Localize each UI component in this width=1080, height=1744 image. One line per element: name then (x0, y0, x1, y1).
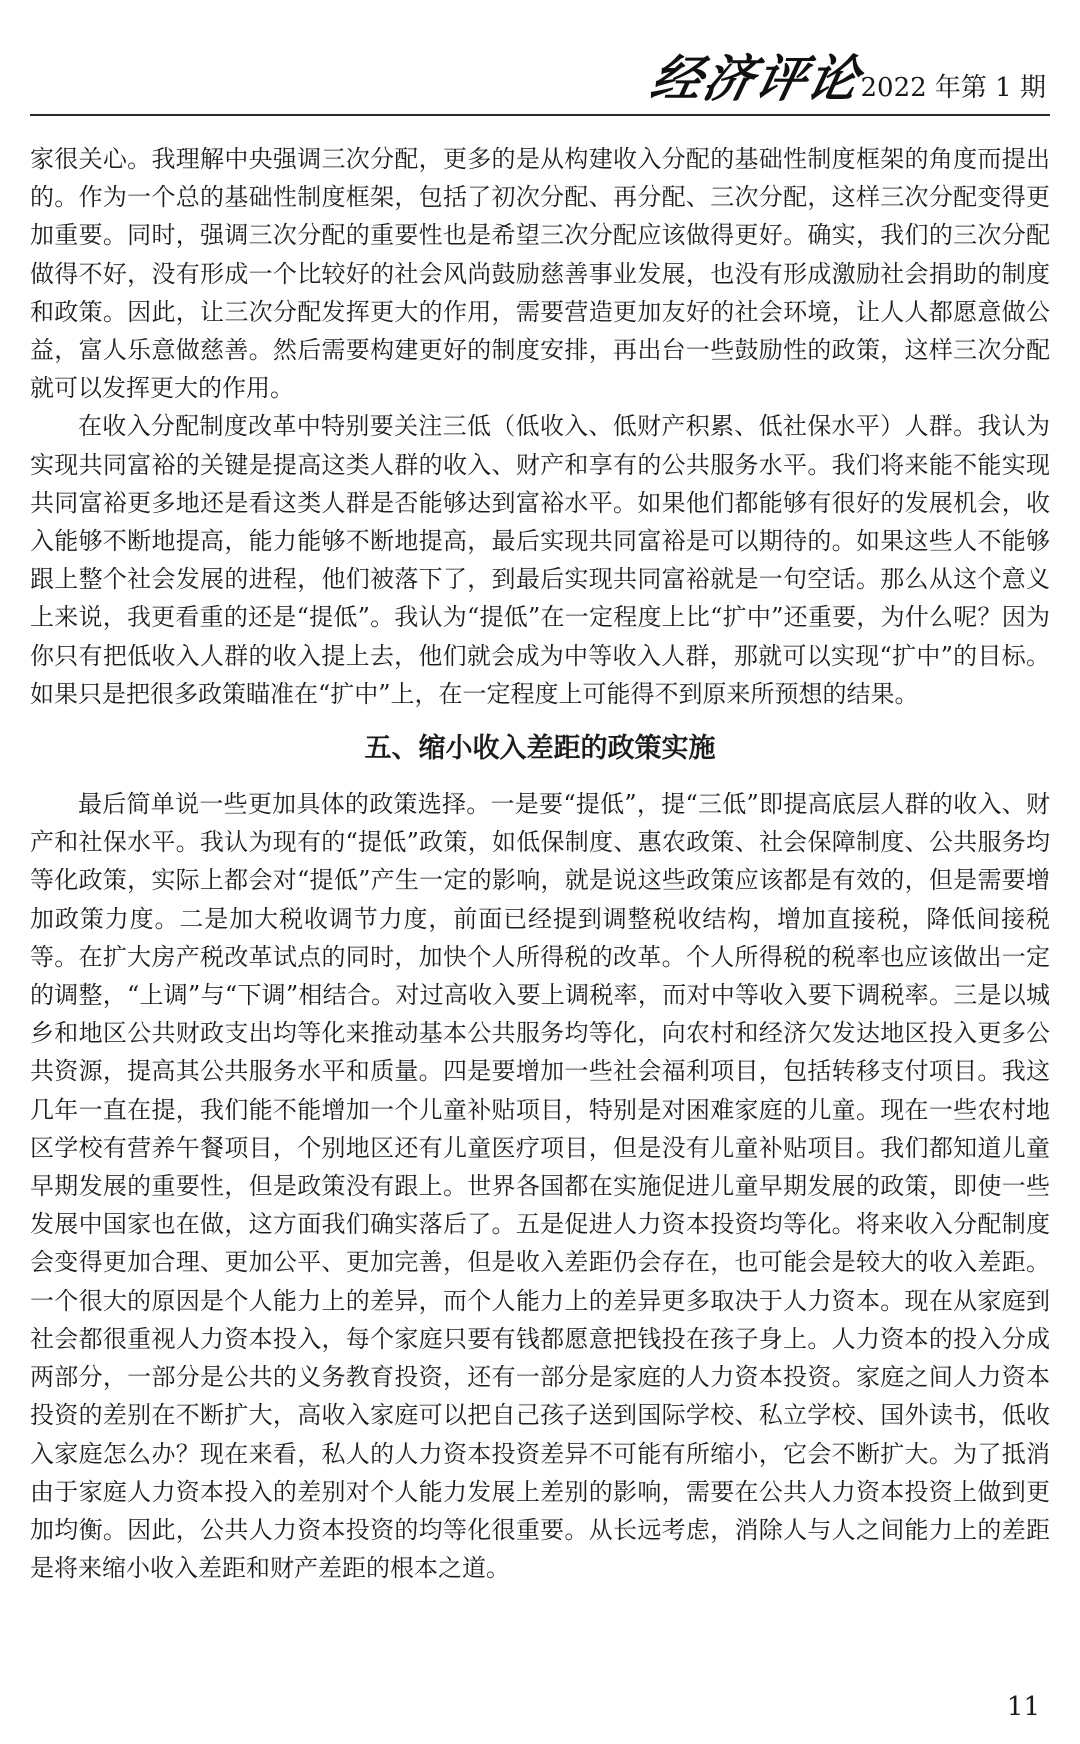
body-paragraph-1: 家很关心。我理解中央强调三次分配，更多的是从构建收入分配的基础性制度框架的角度而提出的。作为一个总的基础性制度框架，包括了初次分配、再分配、三次分配，这样三次分配变得更加重要。同时，强调三次分配的重要性也是希望三次分配应该做得更好。确实，我们的三次分配做得不好，没有形成一个比较好的社会风尚鼓励慈善事业发展，也没有形成激励社会捐助的制度和政策。因此，让三次分配发挥更大的作用，需要营造更加友好的社会环境，让人人都愿意做公益，富人乐意做慈善。然后需要构建更好的制度安排，再出台一些鼓励性的政策，这样三次分配就可以发挥更大的作用。 (30, 145, 1050, 403)
running-header (30, 44, 1050, 116)
article-body (30, 140, 1050, 1587)
journal-logo: 经济评论 (645, 49, 867, 108)
body-paragraph-3: 最后简单说一些更加具体的政策选择。一是要“提低”，提“三低”即提高底层人群的收入、财产和社保水平。我认为现有的“提低”政策，如低保制度、惠农政策、社会保障制度、公共服务均等化政策，实际上都会对“提低”产生一定的影响，就是说这些政策应该都是有效的，但是需要增加政策力度。二是加大税收调节力度，前面已经提到调整税收结构，增加直接税，降低间接税等。在扩大房产税改革试点的同时，加快个人所得税的改革。个人所得税的税率也应该做出一定的调整，“上调”与“下调”相结合。对过高收入要上调税率，而对中等收入要下调税率。三是以城乡和地区公共财政支出均等化来推动基本公共服务均等化，向农村和经济欠发达地区投入更多公共资源，提高其公共服务水平和质量。四是要增加一些社会福利项目，包括转移支付项目。我这几年一直在提，我们能不能增加一个儿童补贴项目，特别是对困难家庭的儿童。现在一些农村地区学校有营养午餐项目，个别地区还有儿童医疗项目，但是没有儿童补贴项目。我们都知道儿童早期发展的重要性，但是政策没有跟上。世界各国都在实施促进儿童早期发展的政策，即使一些发展中国家也在做，这方面我们确实落后了。五是促进人力资本投资均等化。将来收入分配制度会变得更加合理、更加公平、更加完善，但是收入差距仍会存在，也可能会是较大的收入差距。一个很大的原因是个人能力上的差异，而个人能力上的差异更多取决于人力资本。现在从家庭到社会都很重视人力资本投入，每个家庭只要有钱都愿意把钱投在孩子身上。人力资本的投入分成两部分，一部分是公共的义务教育投资，还有一部分是家庭的人力资本投资。家庭之间人力资本投资的差别在不断扩大，高收入家庭可以把自己孩子送到国际学校、私立学校、国外读书，低收入家庭怎么办？现在来看，私人的人力资本投资差异不可能有所缩小，它会不断扩大。为了抵消由于家庭人力资本投入的差别对个人能力发展上差别的影响，需要在公共人力资本投资上做到更加均衡。因此，公共人力资本投资的均等化很重要。从长远考虑，消除人与人之间能力上的差距是将来缩小收入差距和财产差距的根本之道。 (30, 790, 1050, 1583)
issue-label: 2022 年第 1 期 (860, 73, 1046, 103)
page-number: 11 (1006, 1692, 1040, 1722)
section-heading: 五、缩小收入差距的政策实施 (364, 733, 716, 765)
body-paragraph-2: 在收入分配制度改革中特别要关注三低（低收入、低财产积累、低社保水平）人群。我认为实现共同富裕的关键是提高这类人群的收入、财产和享有的公共服务水平。我们将来能不能实现共同富裕更多地还是看这类人群是否能够达到富裕水平。如果他们都能够有很好的发展机会，收入能够不断地提高，能力能够不断地提高，最后实现共同富裕是可以期待的。如果这些人不能够跟上整个社会发展的进程，他们被落下了，到最后实现共同富裕就是一句空话。那么从这个意义上来说，我更看重的还是“提低”。我认为“提低”在一定程度上比“扩中”还重要，为什么呢？因为你只有把低收入人群的收入提上去，他们就会成为中等收入人群，那就可以实现“扩中”的目标。如果只是把很多政策瞄准在“扩中”上，在一定程度上可能得不到原来所预想的结果。 (30, 412, 1050, 708)
